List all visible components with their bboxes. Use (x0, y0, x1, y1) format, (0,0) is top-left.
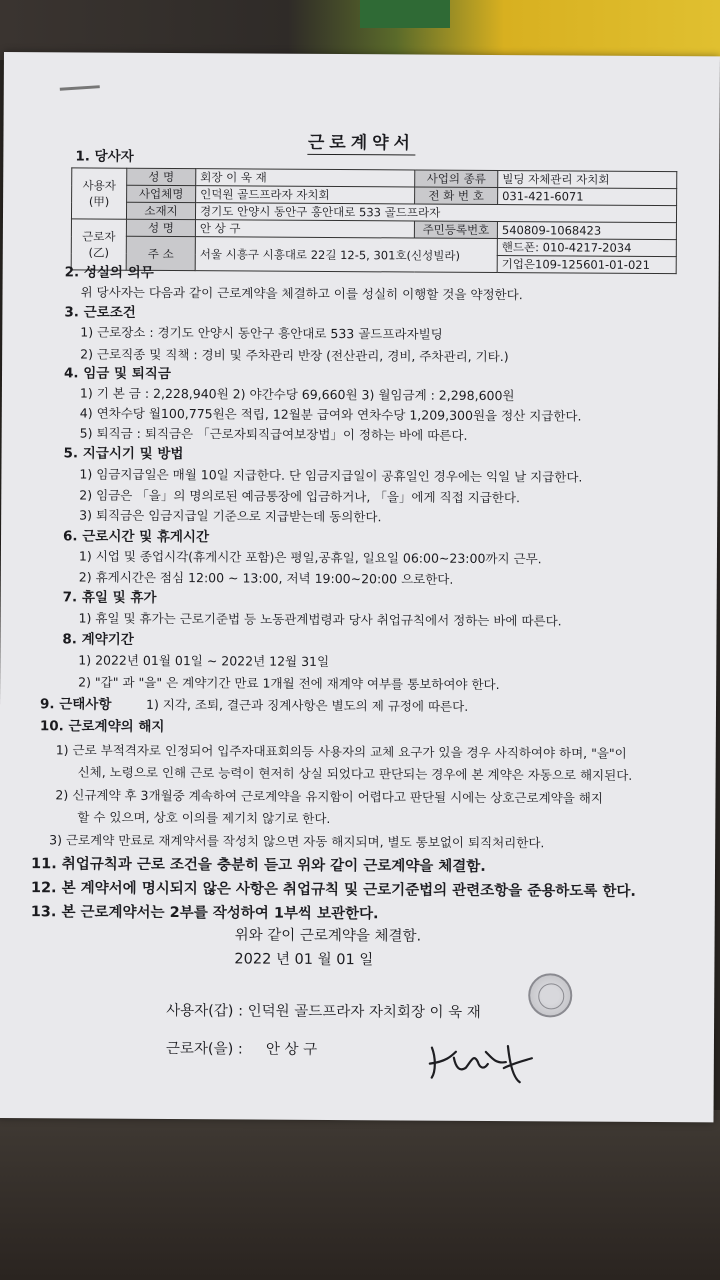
section-10-line: 3) 근로계약 만료로 재계약서를 작성치 않으면 자동 해지되며, 별도 통보없이 퇴직처리한다. (49, 832, 545, 851)
employee-address-label: 주 소 (126, 236, 195, 270)
mobile: 핸드폰: 010-4217-2034 (497, 239, 676, 257)
business-name-label: 사업체명 (127, 185, 196, 202)
section-3-heading: 3. 근로조건 (64, 304, 136, 321)
section-10-line: 1) 근로 부적격자로 인정되어 입주자대표회의등 사용자의 교체 요구가 있을 경우 사직하여야 하며, "을"이 (55, 742, 627, 761)
section-5-line: 1) 임금지급일은 매월 10일 지급한다. 단 임금지급일이 공휴일인 경우에는 익일 날 지급한다. (79, 466, 583, 485)
employee-address: 서울 시흥구 시흥대로 22길 12-5, 301호(신성빌라) (195, 237, 497, 273)
section-4-heading: 4. 임금 및 퇴직금 (63, 365, 171, 383)
clause-12: 12. 본 계약서에 명시되지 않은 사항은 취업규칙 및 근로기준법의 관련조항을 준용하도록 한다. (30, 880, 636, 900)
business-type-label: 사업의 종류 (415, 170, 498, 188)
parties-table (71, 167, 678, 274)
clause-13: 13. 본 근로계약서는 2부를 작성하여 1부씩 보관한다. (30, 904, 379, 923)
background-object (360, 0, 450, 28)
business-name: 인덕원 골드프라자 자치회 (196, 186, 415, 204)
background-top (0, 0, 720, 60)
name-label: 성 명 (127, 168, 196, 185)
section-8-heading: 8. 계약기간 (62, 631, 134, 648)
section-7-heading: 7. 휴일 및 휴가 (62, 589, 157, 606)
employer-role-cell (71, 168, 126, 219)
resident-number: 540809-1068423 (497, 222, 676, 240)
section-5-line: 3) 퇴직금은 임금지급일 기준으로 지급받는데 동의한다. (79, 507, 382, 525)
section-1-heading: 1. 당사자 (75, 148, 134, 165)
background-floor (0, 1110, 720, 1280)
section-9-line: 1) 지각, 조퇴, 결근과 징계사항은 별도의 제 규정에 따른다. (145, 696, 469, 714)
employer-address: 경기도 안양시 동안구 흥안대로 533 골드프라자 (195, 203, 676, 223)
section-10-heading: 10. 근로계약의 해지 (39, 718, 165, 735)
contract-date: 2022 년 01 월 01 일 (234, 951, 374, 969)
employee-role-cell (71, 219, 126, 270)
employee-role: 근로자 (82, 229, 116, 244)
contract-paper (0, 52, 720, 1122)
bank-account: 기업은109-125601-01-021 (497, 256, 676, 274)
section-5-heading: 5. 지급시기 및 방법 (63, 445, 184, 463)
section-9-heading: 9. 근태사항 (39, 696, 112, 713)
employee-signature-label: 근로자(을) : (165, 1041, 243, 1058)
section-4-line: 4) 연차수당 월100,775원은 적립, 12월분 급여와 연차수당 1,209,300원을 정산 지급한다. (79, 405, 582, 424)
section-5-line: 2) 임금은 「을」의 명의로된 예금통장에 입금하거나, 「을」에게 직접 지급한다. (79, 487, 521, 506)
employee-name-label: 성 명 (126, 219, 195, 236)
resident-label: 주민등록번호 (414, 221, 497, 239)
employee-name: 안 상 구 (195, 220, 414, 238)
section-10-line: 신체, 노령으로 인해 근로 능력이 현저히 상실 되었다고 판단되는 경우에 본 계약은 자동으로 해지된다. (77, 764, 633, 783)
section-10-line: 2) 신규계약 후 3개월중 계속하여 근로계약을 유지함이 어렵다고 판단될 시에는 상호근로계약을 해지 (55, 787, 603, 806)
employer-role: 사용자 (82, 178, 116, 193)
address-label: 소재지 (126, 202, 195, 219)
section-3-line: 2) 근로직종 및 직책 : 경비 및 주차관리 반장 (전산관리, 경비, 주차관리, 기타.) (80, 346, 509, 365)
section-4-line: 5) 퇴직금 : 퇴직금은 「근로자퇴직급여보장법」이 정하는 바에 따른다. (79, 425, 468, 443)
employer-role-sub: (甲) (88, 194, 110, 209)
section-4-line: 1) 기 본 금 : 2,228,940원 2) 야간수당 69,660원 3) 월임금계 : 2,298,600원 (79, 385, 515, 404)
section-3-line: 1) 근로장소 : 경기도 안양시 동안구 흥안대로 533 골드프라자빌딩 (80, 324, 443, 342)
company-seal (528, 973, 572, 1017)
closing-statement: 위와 같이 근로계약을 체결함. (234, 927, 422, 945)
phone: 031-421-6071 (498, 188, 677, 206)
section-10-line: 할 수 있으며, 상호 이의를 제기치 않기로 한다. (77, 809, 331, 827)
clause-11: 11. 취업규칙과 근로 조건을 충분히 듣고 위와 같이 근로계약을 체결함. (30, 856, 486, 875)
section-2-heading: 2. 성실의 의무 (64, 264, 154, 281)
table-row (71, 236, 676, 257)
business-type: 빌딩 자체관리 자치회 (498, 171, 677, 189)
section-2-line: 위 당사자는 다음과 같이 근로계약을 체결하고 이를 성실히 이행할 것을 약정한다. (80, 284, 523, 303)
handwritten-signature (426, 1038, 536, 1089)
section-7-line: 1) 휴일 및 휴가는 근로기준법 등 노동관계법령과 당사 취업규칙에서 정하는 바에 따른다. (78, 610, 562, 629)
pen-mark (60, 85, 100, 91)
title-text: 근로계약서 (307, 132, 416, 154)
phone-label: 전 화 번 호 (415, 187, 498, 205)
section-6-line: 2) 휴게시간은 점심 12:00 ~ 13:00, 저녁 19:00~20:00 으로한다. (78, 569, 454, 587)
section-8-line: 2) "갑" 과 "을" 은 계약기간 만료 1개월 전에 재계약 여부를 통보하여야 한다. (78, 674, 500, 693)
employee-role-sub: (乙) (88, 245, 110, 260)
employer-signature-line: 사용자(갑) : 인덕원 골드프라자 자치회장 이 욱 재 (166, 1003, 481, 1021)
section-6-line: 1) 시업 및 종업시각(휴게시간 포함)은 평일,공휴일, 일요일 06:00~23:00까지 근무. (78, 548, 542, 567)
section-6-heading: 6. 근로시간 및 휴게시간 (62, 528, 210, 546)
employer-name: 회장 이 욱 재 (196, 169, 415, 187)
section-8-line: 1) 2022년 01월 01일 ~ 2022년 12월 31일 (78, 652, 330, 669)
employee-signature-name: 안 상 구 (265, 1041, 318, 1058)
